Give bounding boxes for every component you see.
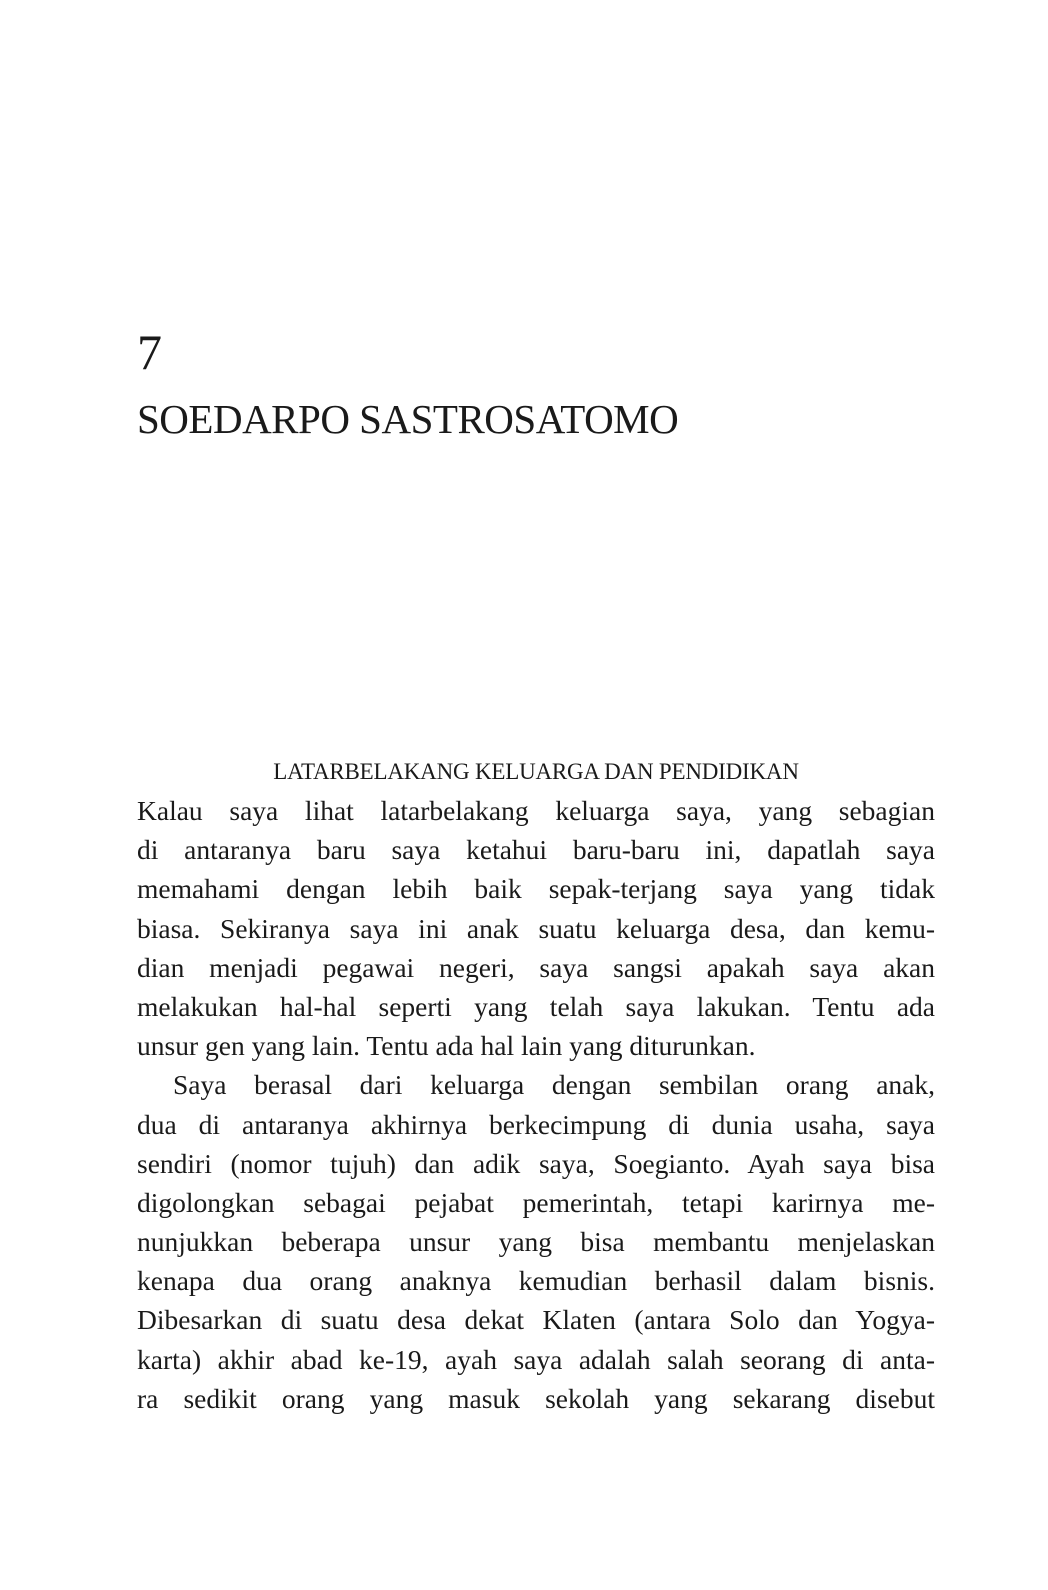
paragraph-line: Kalau saya lihat latarbelakang keluarga saya, yang sebagian [137,795,935,826]
paragraph-line: sendiri (nomor tujuh) dan adik saya, Soegianto. Ayah saya bisa [137,1147,935,1179]
chapter-title: SOEDARPO SASTROSATOMO [137,396,679,442]
section-heading: LATARBELAKANG KELUARGA DAN PENDIDIKAN [273,759,799,784]
paragraph-line: Saya berasal dari keluarga dengan sembilan orang anak, [173,1069,935,1101]
paragraph-line: dua di antaranya akhirnya berkecimpung di dunia usaha, saya [137,1108,935,1140]
paragraph-line: di antaranya baru saya ketahui baru-baru ini, dapatlah saya [137,834,935,866]
paragraph-line: Dibesarkan di suatu desa dekat Klaten (antara Solo dan Yogya- [137,1304,935,1336]
paragraph-line: melakukan hal-hal seperti yang telah saya lakukan. Tentu ada [137,990,935,1022]
paragraph-line: ra sedikit orang yang masuk sekolah yang sekarang disebut [137,1382,935,1414]
paragraph-line: nunjukkan beberapa unsur yang bisa membantu menjelaskan [137,1226,935,1258]
paragraph-line: dian menjadi pegawai negeri, saya sangsi apakah saya akan [137,951,935,983]
paragraph-line: kenapa dua orang anaknya kemudian berhasil dalam bisnis. [137,1265,935,1297]
body-text [137,791,935,1418]
chapter-number: 7 [137,324,162,380]
paragraph-line: biasa. Sekiranya saya ini anak suatu keluarga desa, dan kemu- [137,912,935,944]
paragraph-1 [137,791,935,1065]
paragraph-line: unsur gen yang lain. Tentu ada hal lain yang diturunkan. [137,1030,756,1062]
paragraph-line: digolongkan sebagai pejabat pemerintah, tetapi karirnya me- [137,1186,935,1218]
paragraph-2 [137,1065,935,1418]
paragraph-line: karta) akhir abad ke-19, ayah saya adalah salah seorang di anta- [137,1343,935,1375]
paragraph-line: memahami dengan lebih baik sepak-terjang saya yang tidak [137,873,935,905]
